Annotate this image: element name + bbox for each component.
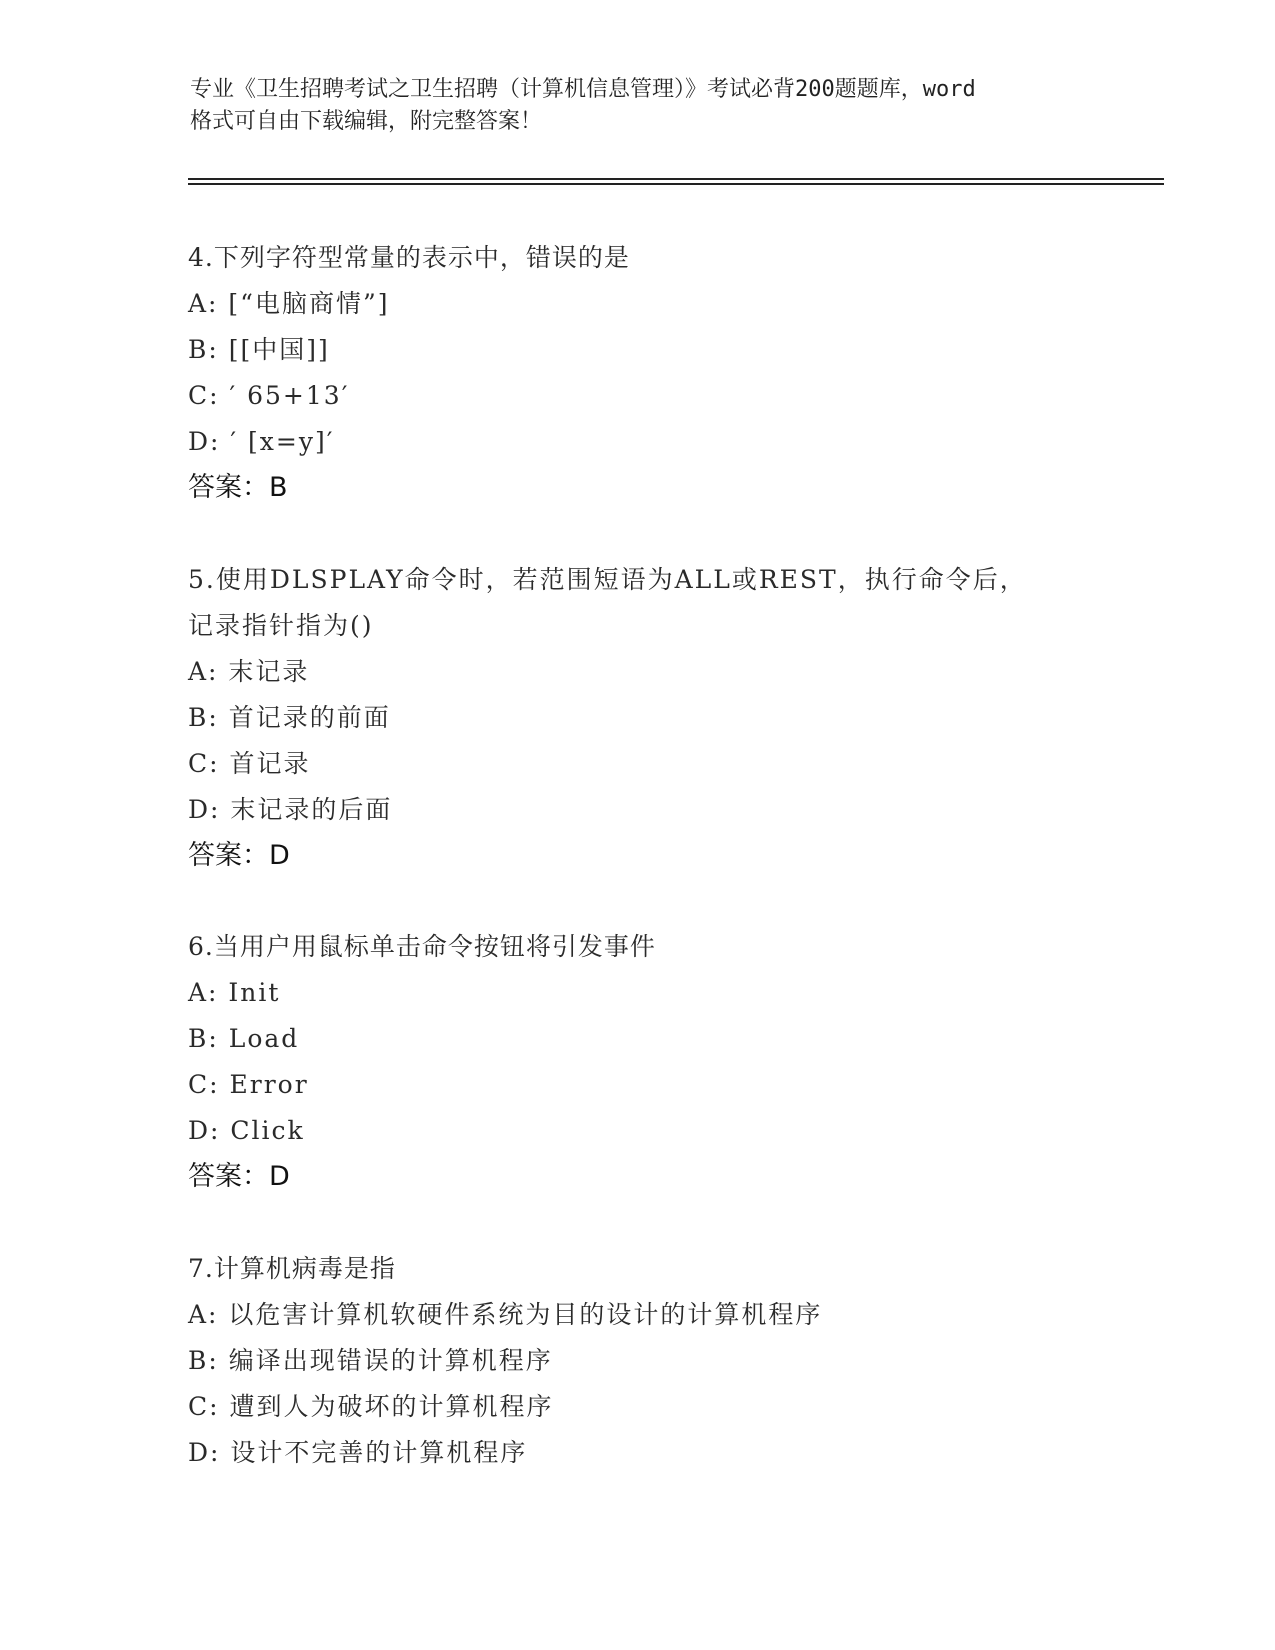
header-line-1: 专业《卫生招聘考试之卫生招聘（计算机信息管理）》考试必背200题题库，word [190,77,976,102]
answer-label: 答案：D [188,840,290,871]
option-b: B: [[中国]] [188,335,330,364]
option-b: B: 首记录的前面 [188,703,391,732]
question-stem: 4.下列字符型常量的表示中，错误的是 [188,243,630,272]
question-7 [188,1246,1088,1476]
option-d: D: 设计不完善的计算机程序 [188,1438,528,1467]
option-b: B: Load [188,1024,300,1053]
header-divider-top [188,178,1164,180]
option-c: C: 首记录 [188,749,311,778]
question-4 [188,235,1088,511]
option-a: A: Init [188,978,281,1007]
option-d: D: ′ [x=y]′ [188,427,335,456]
option-d: D: 末记录的后面 [188,795,393,824]
question-stem: 6.当用户用鼠标单击命令按钮将引发事件 [188,932,656,961]
question-5 [188,557,1088,879]
question-stem: 5.使用DLSPLAY命令时，若范围短语为ALL或REST，执行命令后，记录指针指为() [188,565,1027,640]
option-c: C: 遭到人为破坏的计算机程序 [188,1392,554,1421]
header-line-2: 格式可自由下载编辑，附完整答案！ [190,109,543,134]
option-c: C: ′ 65+13′ [188,381,350,410]
option-a: A: 以危害计算机软硬件系统为目的设计的计算机程序 [188,1300,823,1329]
question-stem: 7.计算机病毒是指 [188,1254,396,1283]
option-b: B: 编译出现错误的计算机程序 [188,1346,553,1375]
answer-label: 答案：B [188,472,288,503]
option-c: C: Error [188,1070,309,1099]
document-header [190,74,1090,138]
option-a: A: 末记录 [188,657,310,686]
header-divider-bottom [188,183,1164,185]
question-6 [188,924,1088,1200]
option-d: D: Click [188,1116,305,1145]
answer-label: 答案：D [188,1161,290,1192]
option-a: A: [“电脑商情”] [188,289,390,318]
